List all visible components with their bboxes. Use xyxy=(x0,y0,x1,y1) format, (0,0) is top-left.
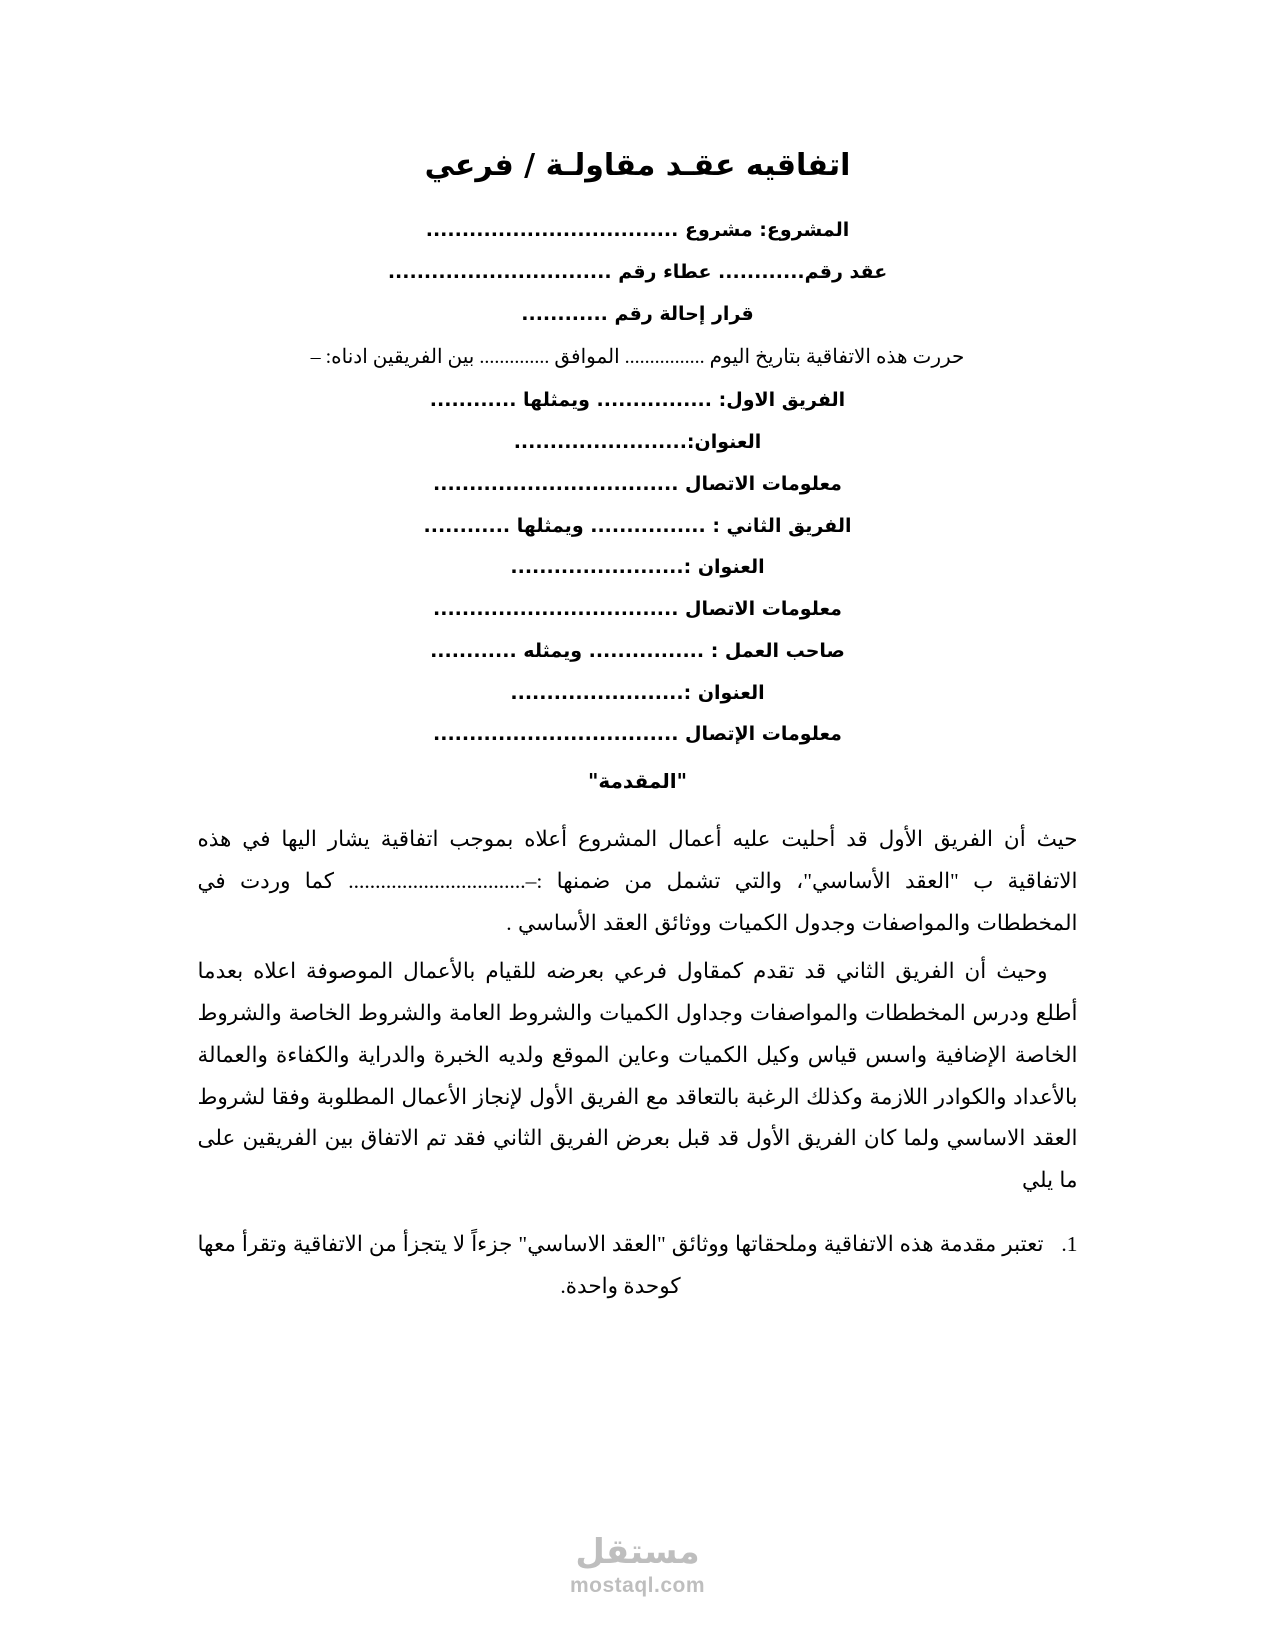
watermark-arabic-logo: مستقل xyxy=(575,1532,700,1573)
field-award-decision-number: قرار إحالة رقم ............ xyxy=(521,302,754,325)
field-second-party-contact: معلومات الاتصال .................................. xyxy=(433,598,842,620)
list-item xyxy=(198,1224,1078,1308)
field-first-party-address: العنوان:........................ xyxy=(513,431,762,453)
watermark xyxy=(0,1532,1275,1598)
watermark-domain: mostaql.com xyxy=(569,1574,706,1597)
field-first-party: الفريق الاول: ................ ويمثلها ............ xyxy=(429,389,846,412)
field-contract-number: عقد رقم............ عطاء رقم ............................... xyxy=(387,260,888,283)
field-second-party: الفريق الثاني : ................ ويمثلها ............ xyxy=(423,514,852,537)
paragraph-preamble-second: وحيث أن الفريق الثاني قد تقدم كمقاول فرعي بعرضه للقيام بالأعمال الموصوفة اعلاه بعدما أطلع ودرس المخططات والمواصفات وجداول الكميات والشروط العامة والشروط الخاصة والشروط الخاصة الإضافية واسس قياس وكيل الكميات وعاين الموقع ولديه الخبرة والدراية والكفاءة والعمالة بالأعداد والكوادر اللازمة وكذلك الرغبة بالتعاقد مع الفريق الأول لإنجاز الأعمال المطلوبة وفقا لشروط العقد الاساسي ولما كان الفريق الأول قد قبل بعرض الفريق الثاني فقد تم الاتفاق بين الفريقين على ما يلي xyxy=(197,958,1078,1193)
field-employer-address: العنوان :........................ xyxy=(510,681,765,704)
clause-text: تعتبر مقدمة هذه الاتفاقية وملحقاتها ووثائق "العقد الاساسي" جزءاً لا يتجزأ من الاتفاقية وتقرأ معها كوحدة واحدة. xyxy=(197,1232,1044,1299)
field-employer: صاحب العمل : ................ ويمثله ............ xyxy=(430,639,845,662)
document-body xyxy=(198,819,1078,1308)
field-written-date-line: حررت هذه الاتفاقية بتاريخ اليوم ................ الموافق .............. بين الفريقين ادناه: – xyxy=(310,346,965,369)
field-project: المشروع: مشروع ................................... xyxy=(425,219,850,241)
clauses-list xyxy=(198,1224,1078,1308)
clause-number: 1. xyxy=(1061,1232,1078,1257)
field-employer-contact: معلومات الإتصال .................................. xyxy=(433,723,842,746)
header-fields-block xyxy=(0,219,1275,747)
preamble-heading: "المقدمة" xyxy=(587,769,688,793)
field-first-party-contact: معلومات الاتصال .................................. xyxy=(433,472,842,495)
field-second-party-address: العنوان :........................ xyxy=(510,556,765,579)
page-title: اتفاقيه عقـد مقاولـة / فرعي xyxy=(424,148,851,183)
paragraph-preamble-first: حيث أن الفريق الأول قد أحليت عليه أعمال المشروع أعلاه بموجب اتفاقية يشار اليها في هذه الاتفاقية ب "العقد الأساسي"، والتي تشمل من ضمنها :–................................. كما وردت في المخططات والمواصفات وجدول الكميات ووثائق العقد الأساسي . xyxy=(197,827,1078,935)
